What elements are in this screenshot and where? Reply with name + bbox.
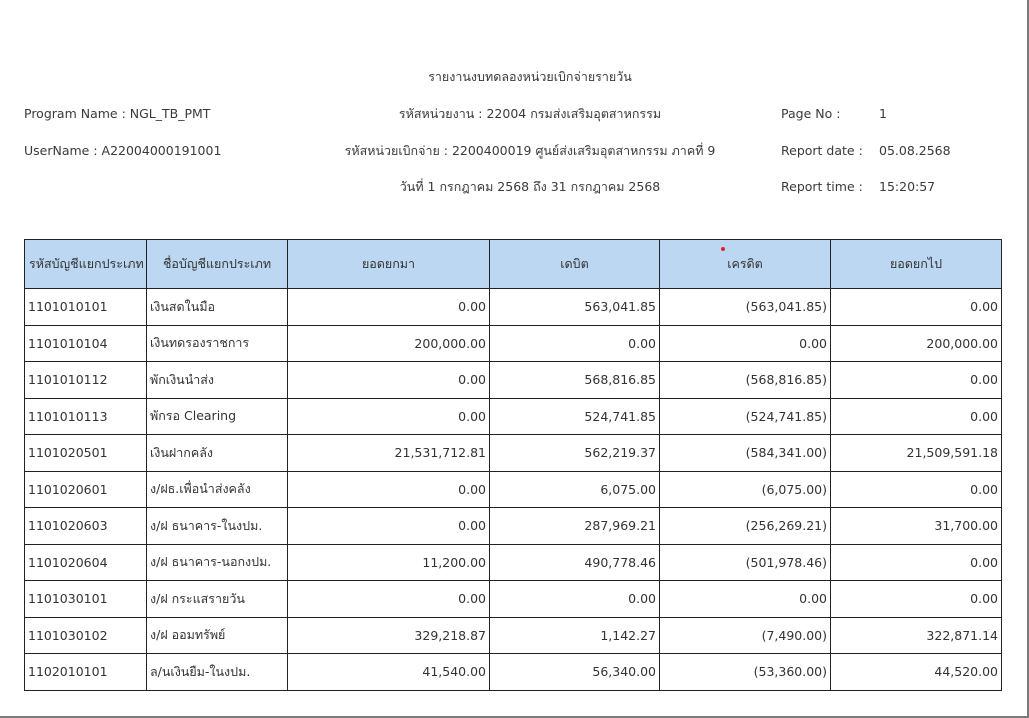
cell-debit: 562,219.37 <box>490 435 660 472</box>
table-row <box>25 617 1002 654</box>
cell-opening-balance: 0.00 <box>288 471 490 508</box>
table-row <box>25 581 1002 618</box>
header-debit: เดบิต <box>490 240 660 289</box>
cell-debit: 56,340.00 <box>490 654 660 691</box>
cell-credit: (7,490.00) <box>660 617 831 654</box>
cell-opening-balance: 21,531,712.81 <box>288 435 490 472</box>
cell-opening-balance: 41,540.00 <box>288 654 490 691</box>
cell-closing-balance: 322,871.14 <box>831 617 1002 654</box>
marker-dot <box>721 247 725 251</box>
cell-debit: 568,816.85 <box>490 362 660 399</box>
cell-account-code: 1101030102 <box>25 617 147 654</box>
header-closing-balance: ยอดยกไป <box>831 240 1002 289</box>
cell-account-code: 1101020601 <box>25 471 147 508</box>
cell-account-name: ล/นเงินยืม-ในงปม. <box>147 654 288 691</box>
table-row <box>25 654 1002 691</box>
cell-opening-balance: 0.00 <box>288 508 490 545</box>
cell-credit: (584,341.00) <box>660 435 831 472</box>
cell-opening-balance: 0.00 <box>288 398 490 435</box>
cell-closing-balance: 31,700.00 <box>831 508 1002 545</box>
cell-credit: (256,269.21) <box>660 508 831 545</box>
cell-account-code: 1101010104 <box>25 325 147 362</box>
cell-credit: (524,741.85) <box>660 398 831 435</box>
cell-debit: 524,741.85 <box>490 398 660 435</box>
program-name: Program Name : NGL_TB_PMT <box>24 106 211 121</box>
cell-account-code: 1101010113 <box>25 398 147 435</box>
cell-debit: 0.00 <box>490 325 660 362</box>
cell-debit: 6,075.00 <box>490 471 660 508</box>
cell-closing-balance: 44,520.00 <box>831 654 1002 691</box>
cell-closing-balance: 21,509,591.18 <box>831 435 1002 472</box>
trial-balance-table <box>24 239 1002 691</box>
report-date-label: Report date : <box>781 143 863 158</box>
cell-closing-balance: 0.00 <box>831 544 1002 581</box>
cell-account-name: ง/ฝ กระแสรายวัน <box>147 581 288 618</box>
cell-opening-balance: 11,200.00 <box>288 544 490 581</box>
cell-opening-balance: 0.00 <box>288 289 490 326</box>
header-opening-balance: ยอดยกมา <box>288 240 490 289</box>
report-title: รายงานงบทดลองหน่วยเบิกจ่ายรายวัน <box>428 69 632 84</box>
table-header-row <box>25 240 1002 289</box>
cell-account-code: 1101010112 <box>25 362 147 399</box>
page-no-label: Page No : <box>781 106 841 121</box>
user-name: UserName : A22004000191001 <box>24 143 222 158</box>
agency-line: รหัสหน่วยงาน : 22004 กรมส่งเสริมอุตสาหกรรม <box>398 106 662 121</box>
report-date-value: 05.08.2568 <box>879 143 951 158</box>
header-credit: เครดิต <box>660 240 831 289</box>
cell-credit: 0.00 <box>660 581 831 618</box>
cell-account-code: 1101030101 <box>25 581 147 618</box>
table-row <box>25 508 1002 545</box>
disbursing-unit-line: รหัสหน่วยเบิกจ่าย : 2200400019 ศูนย์ส่งเสริมอุตสาหกรรม ภาคที่ 9 <box>344 143 716 158</box>
cell-account-name: พักรอ Clearing <box>147 398 288 435</box>
cell-account-code: 1101020604 <box>25 544 147 581</box>
cell-account-code: 1101020603 <box>25 508 147 545</box>
cell-closing-balance: 0.00 <box>831 398 1002 435</box>
report-time-label: Report time : <box>781 179 863 194</box>
table-row <box>25 289 1002 326</box>
cell-credit: (53,360.00) <box>660 654 831 691</box>
period-line: วันที่ 1 กรกฎาคม 2568 ถึง 31 กรกฎาคม 2568 <box>399 179 661 194</box>
cell-opening-balance: 0.00 <box>288 362 490 399</box>
cell-opening-balance: 329,218.87 <box>288 617 490 654</box>
cell-account-code: 1101010101 <box>25 289 147 326</box>
cell-account-name: ง/ฝธ.เพื่อนำส่งคลัง <box>147 471 288 508</box>
cell-closing-balance: 0.00 <box>831 581 1002 618</box>
cell-opening-balance: 200,000.00 <box>288 325 490 362</box>
cell-closing-balance: 0.00 <box>831 289 1002 326</box>
cell-account-name: พักเงินนำส่ง <box>147 362 288 399</box>
page-no-value: 1 <box>879 106 887 121</box>
cell-closing-balance: 0.00 <box>831 362 1002 399</box>
cell-account-name: ง/ฝ ธนาคาร-ในงปม. <box>147 508 288 545</box>
table-row <box>25 362 1002 399</box>
cell-debit: 0.00 <box>490 581 660 618</box>
cell-credit: (501,978.46) <box>660 544 831 581</box>
cell-account-name: ง/ฝ ออมทรัพย์ <box>147 617 288 654</box>
table-row <box>25 398 1002 435</box>
cell-debit: 490,778.46 <box>490 544 660 581</box>
cell-account-name: เงินสดในมือ <box>147 289 288 326</box>
header-account-code: รหัสบัญชีแยกประเภท <box>25 240 147 289</box>
cell-credit: (6,075.00) <box>660 471 831 508</box>
cell-account-name: เงินฝากคลัง <box>147 435 288 472</box>
table-row <box>25 544 1002 581</box>
report-time-value: 15:20:57 <box>879 179 936 194</box>
cell-account-name: เงินทดรองราชการ <box>147 325 288 362</box>
cell-debit: 563,041.85 <box>490 289 660 326</box>
header-account-name: ชื่อบัญชีแยกประเภท <box>147 240 288 289</box>
cell-closing-balance: 200,000.00 <box>831 325 1002 362</box>
cell-closing-balance: 0.00 <box>831 471 1002 508</box>
cell-account-code: 1101020501 <box>25 435 147 472</box>
cell-debit: 287,969.21 <box>490 508 660 545</box>
cell-opening-balance: 0.00 <box>288 581 490 618</box>
table-row <box>25 435 1002 472</box>
cell-account-code: 1102010101 <box>25 654 147 691</box>
table-row <box>25 471 1002 508</box>
table-row <box>25 325 1002 362</box>
cell-credit: (563,041.85) <box>660 289 831 326</box>
cell-account-name: ง/ฝ ธนาคาร-นอกงปม. <box>147 544 288 581</box>
cell-debit: 1,142.27 <box>490 617 660 654</box>
cell-credit: (568,816.85) <box>660 362 831 399</box>
cell-credit: 0.00 <box>660 325 831 362</box>
